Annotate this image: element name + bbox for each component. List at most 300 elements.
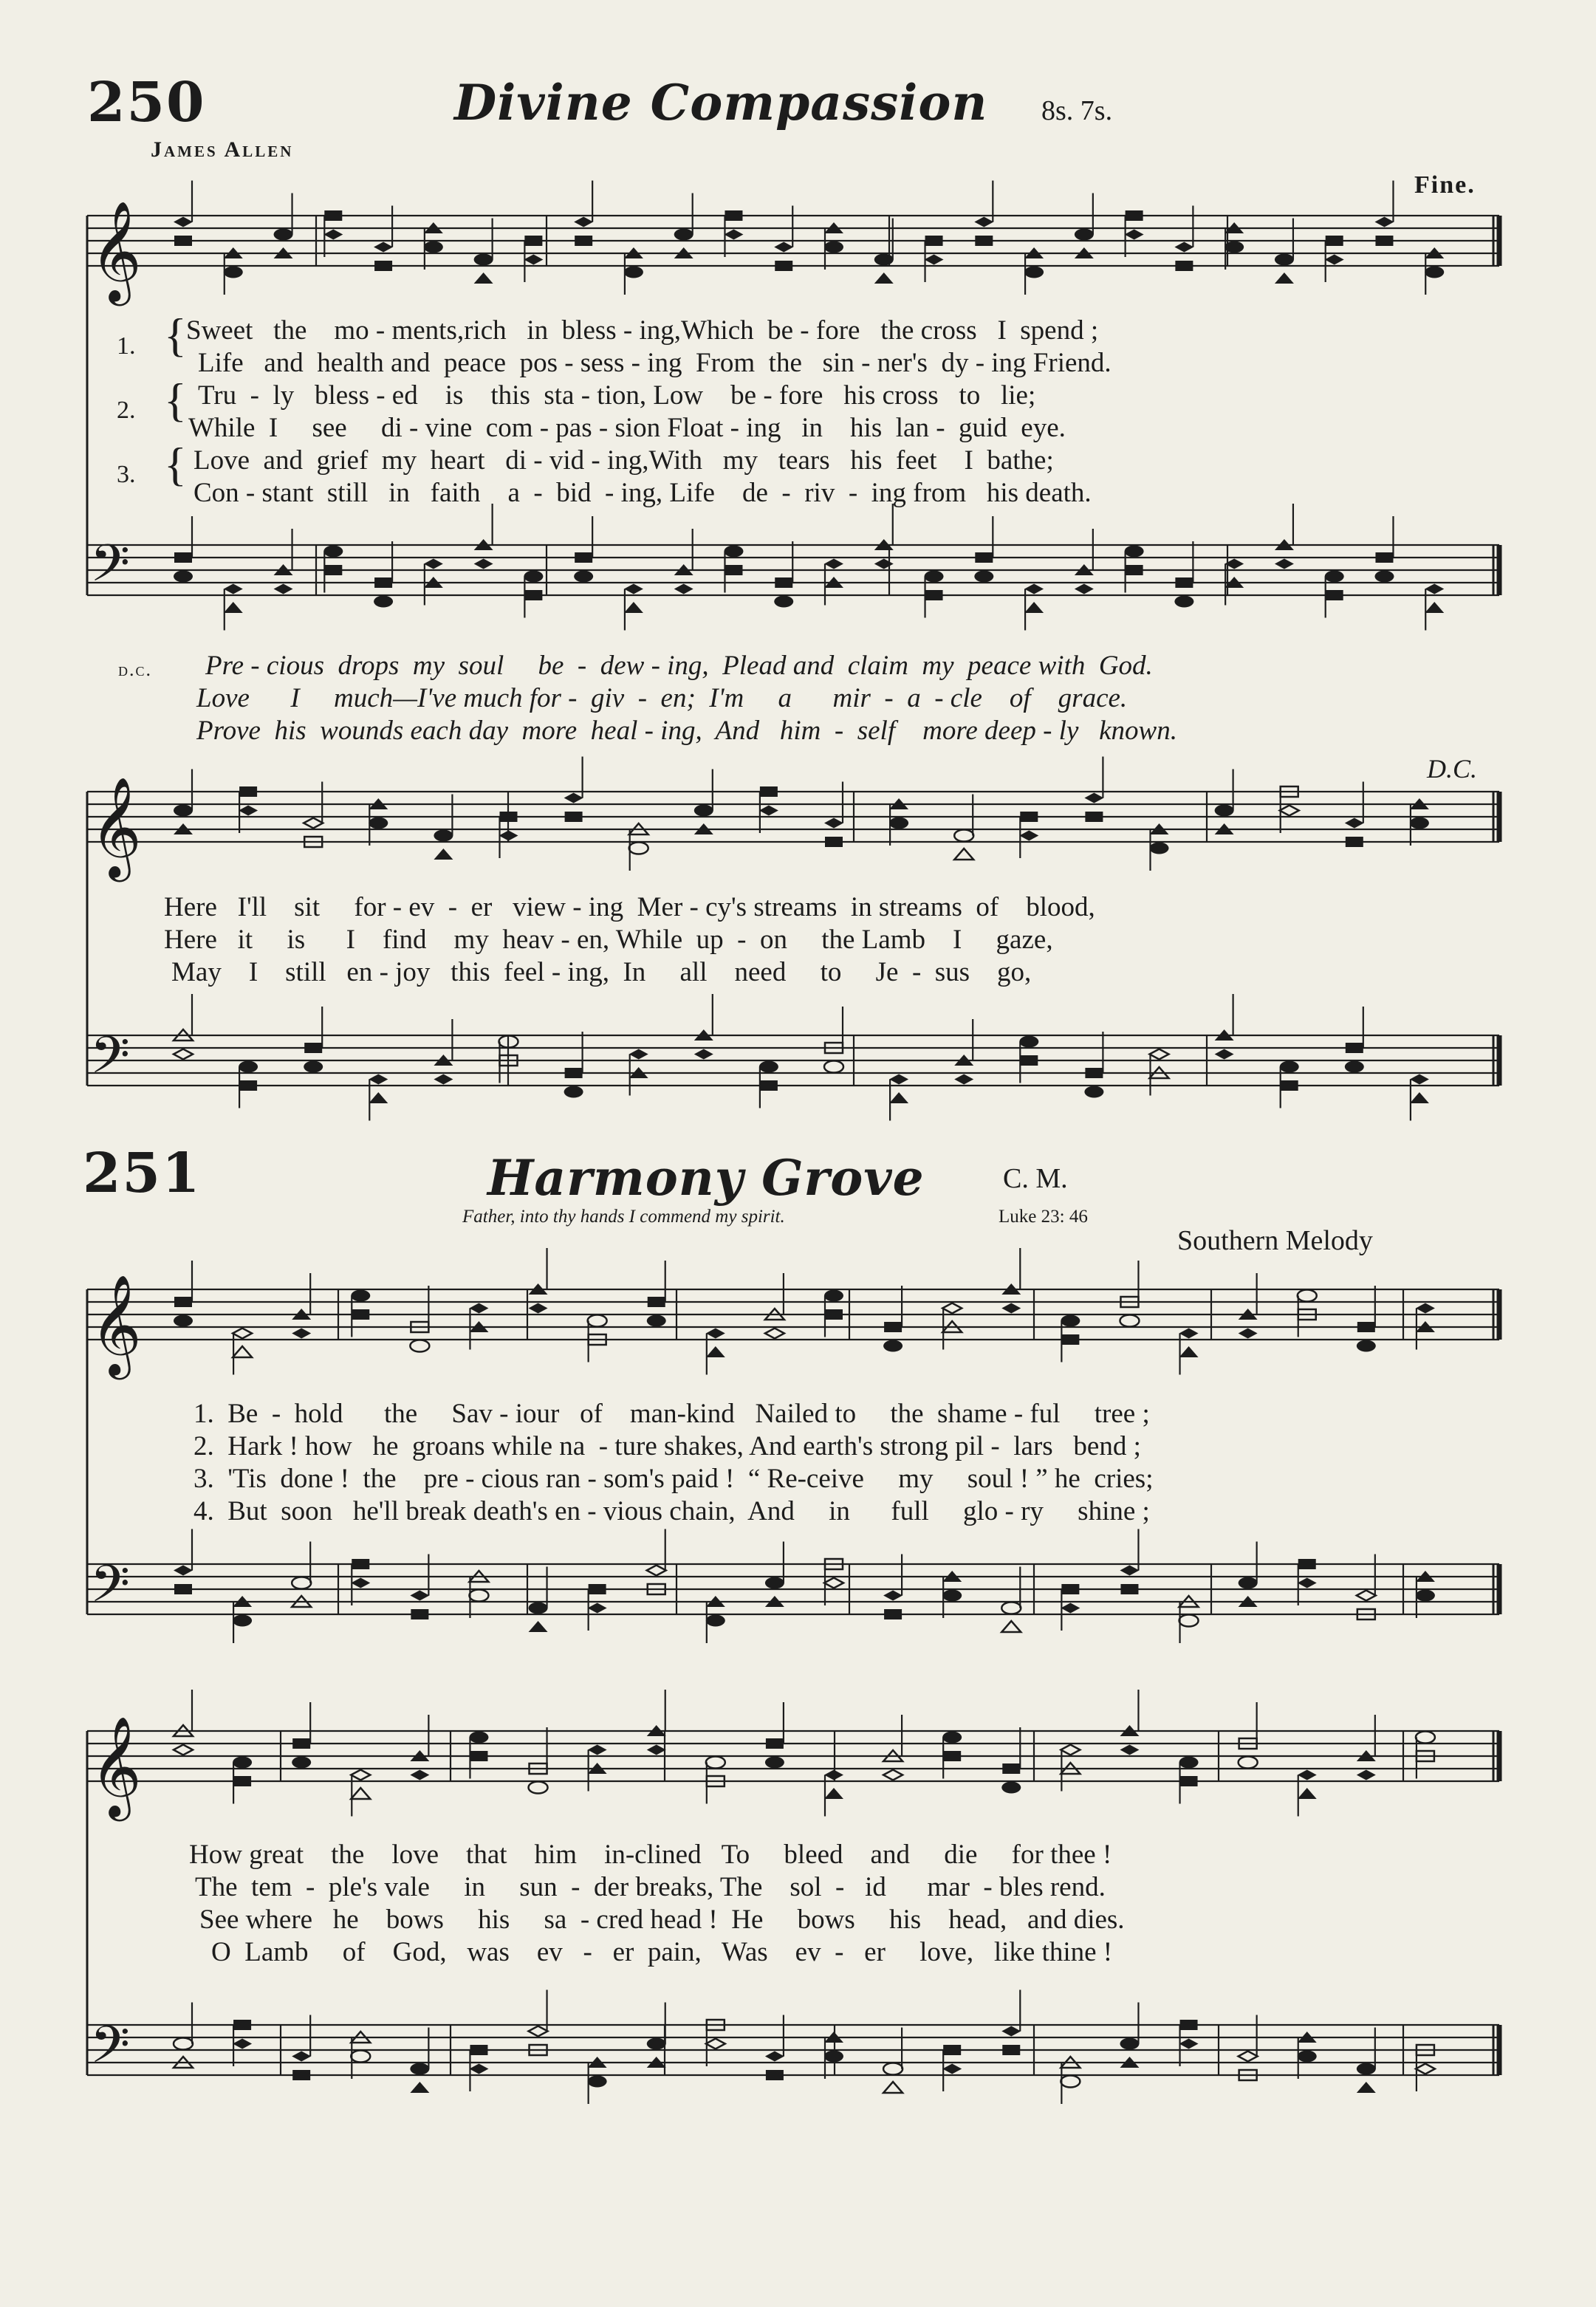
diamond-notehead — [1345, 818, 1364, 829]
diamond-notehead — [351, 1578, 370, 1588]
bass-clef-icon: 𝄢 — [90, 533, 131, 606]
triangle-notehead — [1179, 1346, 1199, 1357]
hymn-number-251: 251 — [83, 1142, 202, 1205]
triangle-notehead — [694, 823, 713, 834]
oval-notehead — [369, 817, 388, 829]
triangle-notehead — [765, 1309, 784, 1320]
lyric-line: Here it is I find my heav - en, While up - on the Lamb I gaze, — [164, 925, 1053, 955]
diamond-notehead — [1061, 1745, 1080, 1755]
hymn-title-250: Divine Compassion — [454, 74, 988, 131]
triangle-notehead — [529, 1621, 548, 1632]
square-notehead — [524, 236, 542, 246]
oval-notehead — [239, 1061, 258, 1073]
oval-notehead — [304, 1061, 323, 1073]
diamond-notehead — [674, 584, 693, 594]
triangle-notehead — [942, 1571, 962, 1582]
triangle-notehead — [874, 272, 894, 284]
oval-notehead — [588, 1315, 607, 1327]
oval-notehead — [351, 1290, 370, 1302]
oval-notehead — [323, 546, 343, 558]
square-notehead — [411, 1609, 428, 1619]
square-notehead — [174, 236, 192, 246]
triangle-notehead — [174, 1725, 193, 1736]
square-notehead — [884, 1609, 902, 1619]
diamond-notehead — [1325, 255, 1344, 265]
lyric-line: Con - stant still in faith a - bid - ing, Life de - riv - ing from his death. — [193, 478, 1092, 508]
scripture-reference: Luke 23: 46 — [999, 1207, 1088, 1227]
triangle-notehead — [224, 602, 243, 613]
square-notehead — [1120, 1584, 1138, 1594]
oval-notehead — [874, 254, 894, 266]
hymn-author-250: James Allen — [151, 137, 294, 162]
square-notehead — [1357, 1322, 1375, 1332]
oval-notehead — [588, 2076, 607, 2088]
triangle-notehead — [174, 823, 193, 834]
verse-label-2: 2. — [117, 397, 136, 424]
square-notehead — [825, 1309, 843, 1320]
oval-notehead — [1061, 2076, 1080, 2088]
oval-notehead — [434, 830, 453, 842]
hymn-title-251: Harmony Grove — [487, 1149, 925, 1207]
square-notehead — [1298, 1559, 1316, 1569]
square-notehead — [825, 1559, 843, 1569]
diamond-notehead — [1280, 806, 1299, 816]
square-notehead — [825, 837, 843, 847]
triangle-notehead — [424, 222, 443, 233]
square-notehead — [1020, 1055, 1038, 1066]
oval-notehead — [1239, 1577, 1258, 1589]
triangle-notehead — [292, 1309, 311, 1320]
square-notehead — [648, 1584, 665, 1594]
square-notehead — [1175, 261, 1193, 271]
triangle-notehead — [1425, 602, 1444, 613]
oval-notehead — [1275, 254, 1294, 266]
triangle-notehead — [1298, 1788, 1317, 1799]
diamond-notehead — [499, 831, 518, 841]
diamond-notehead — [889, 1074, 908, 1085]
diamond-notehead — [174, 1566, 193, 1576]
oval-notehead — [292, 1757, 311, 1769]
oval-notehead — [1374, 571, 1394, 583]
diamond-notehead — [1298, 1770, 1317, 1780]
oval-notehead — [1125, 546, 1144, 558]
diamond-notehead — [1125, 230, 1144, 240]
oval-notehead — [529, 1782, 548, 1794]
oval-notehead — [824, 2051, 843, 2063]
triangle-notehead — [1001, 1283, 1021, 1295]
lyric-line: May I still en - joy this feel - ing, In all need to Je - sus go, — [171, 957, 1032, 987]
diamond-notehead — [694, 1049, 713, 1060]
oval-notehead — [889, 817, 908, 829]
verse-brace: { — [164, 309, 187, 361]
oval-notehead — [954, 830, 973, 842]
square-notehead — [775, 577, 792, 588]
triangle-notehead — [1298, 2032, 1317, 2043]
square-notehead — [352, 1309, 369, 1320]
oval-notehead — [883, 2063, 903, 2075]
oval-notehead — [765, 1757, 784, 1769]
diamond-notehead — [647, 1745, 666, 1755]
diamond-notehead — [1239, 1329, 1258, 1339]
triangle-notehead — [624, 602, 643, 613]
triangle-notehead — [824, 577, 843, 588]
triangle-notehead — [1416, 1571, 1435, 1582]
verse-brace: { — [164, 438, 187, 490]
oval-notehead — [1120, 1315, 1139, 1327]
lyric-line: 2. Hark ! how he groans while na - ture shakes, And earth's strong pil - lars bend ; — [193, 1431, 1141, 1461]
square-notehead — [292, 1738, 310, 1749]
square-notehead — [1417, 1751, 1434, 1761]
triangle-notehead — [629, 1067, 648, 1078]
oval-notehead — [1325, 571, 1344, 583]
triangle-notehead — [1410, 1092, 1429, 1103]
triangle-notehead — [1275, 539, 1294, 550]
square-notehead — [760, 1080, 778, 1091]
diamond-notehead — [434, 1074, 453, 1085]
diamond-notehead — [233, 1329, 252, 1339]
square-notehead — [1375, 552, 1393, 563]
square-notehead — [565, 1068, 583, 1078]
diamond-notehead — [647, 1566, 666, 1576]
square-notehead — [707, 1776, 725, 1786]
diamond-notehead — [942, 1303, 962, 1314]
diamond-notehead — [759, 806, 778, 816]
diamond-notehead — [224, 584, 243, 594]
lyric-line: While I see di - vine com - pas - sion Float - ing in his lan - guid eye. — [188, 413, 1066, 443]
refrain-line: Prove his wounds each day more heal - ing, And him - self more deep - ly known. — [196, 716, 1177, 746]
triangle-notehead — [889, 798, 908, 809]
lyric-line: How great the love that him in-clined To bleed and die for thee ! — [189, 1840, 1112, 1870]
diamond-notehead — [524, 255, 543, 265]
square-notehead — [589, 1584, 606, 1594]
triangle-notehead — [469, 1321, 488, 1332]
triangle-notehead — [424, 577, 443, 588]
square-notehead — [1180, 1776, 1198, 1786]
oval-notehead — [824, 1061, 843, 1073]
square-notehead — [324, 210, 342, 221]
diamond-notehead — [1120, 1745, 1139, 1755]
square-notehead — [1002, 2045, 1020, 2055]
triangle-notehead — [474, 539, 493, 550]
triangle-notehead — [351, 2032, 370, 2043]
oval-notehead — [624, 267, 643, 278]
lyric-line: O Lamb of God, was ev - er pain, Was ev - er love, like thine ! — [211, 1937, 1113, 1967]
triangle-notehead — [434, 1055, 453, 1066]
oval-notehead — [706, 1615, 725, 1627]
square-notehead — [530, 2045, 547, 2055]
triangle-notehead — [469, 1571, 488, 1582]
diamond-notehead — [174, 217, 193, 227]
square-notehead — [524, 590, 542, 600]
oval-notehead — [374, 596, 393, 608]
square-notehead — [1239, 2070, 1257, 2080]
triangle-notehead — [1001, 1621, 1021, 1632]
triangle-notehead — [1061, 1763, 1080, 1774]
oval-notehead — [574, 571, 593, 583]
oval-notehead — [1298, 2051, 1317, 2063]
oval-notehead — [1084, 1086, 1103, 1098]
square-notehead — [925, 236, 943, 246]
oval-notehead — [883, 1340, 903, 1352]
diamond-notehead — [1084, 793, 1103, 803]
diamond-notehead — [1416, 1303, 1435, 1314]
diamond-notehead — [1275, 559, 1294, 569]
triangle-notehead — [274, 247, 293, 258]
triangle-notehead — [883, 1750, 903, 1761]
oval-notehead — [174, 2038, 193, 2050]
oval-notehead — [564, 1086, 583, 1098]
diamond-notehead — [474, 559, 493, 569]
square-notehead — [1085, 1068, 1103, 1078]
triangle-notehead — [529, 1283, 548, 1295]
diamond-notehead — [374, 242, 393, 253]
square-notehead — [1175, 577, 1193, 588]
oval-notehead — [774, 596, 793, 608]
diamond-notehead — [239, 806, 258, 816]
triangle-notehead — [1425, 247, 1444, 258]
triangle-notehead — [1150, 1067, 1169, 1078]
square-notehead — [1239, 1738, 1257, 1749]
oval-notehead — [824, 1290, 843, 1302]
square-notehead — [500, 1055, 518, 1066]
square-notehead — [304, 1043, 322, 1053]
triangle-notehead — [224, 247, 243, 258]
oval-notehead — [1416, 1590, 1435, 1602]
triangle-notehead — [824, 1788, 843, 1799]
triangle-notehead — [1061, 2057, 1080, 2068]
oval-notehead — [942, 1732, 962, 1744]
diamond-notehead — [1298, 1578, 1317, 1588]
lyric-line: Life and health and peace pos - sess - ing From the sin - ner's dy - ing Friend. — [198, 348, 1112, 378]
diamond-notehead — [1374, 217, 1394, 227]
triangle-notehead — [1410, 798, 1429, 809]
triangle-notehead — [369, 798, 388, 809]
square-notehead — [1357, 1609, 1375, 1619]
bass-clef-icon: 𝄢 — [90, 2015, 131, 2087]
diamond-notehead — [824, 1770, 843, 1780]
square-notehead — [1375, 236, 1393, 246]
diamond-notehead — [1357, 1591, 1376, 1601]
oval-notehead — [629, 843, 648, 854]
square-notehead — [565, 812, 583, 822]
diamond-notehead — [765, 2051, 784, 2062]
oval-notehead — [674, 229, 693, 241]
square-notehead — [292, 2070, 310, 2080]
square-notehead — [1281, 1080, 1298, 1091]
diamond-notehead — [1001, 1303, 1021, 1314]
triangle-notehead — [706, 1346, 725, 1357]
diamond-notehead — [874, 559, 894, 569]
oval-notehead — [410, 2063, 429, 2075]
oval-notehead — [1225, 241, 1244, 253]
diamond-notehead — [1024, 584, 1044, 594]
oval-notehead — [1120, 2038, 1139, 2050]
oval-notehead — [1280, 1061, 1299, 1073]
lyric-line: 4. But soon he'll break death's en - vious chain, And in full glo - ry shine ; — [193, 1496, 1150, 1526]
square-notehead — [943, 2045, 961, 2055]
square-notehead — [470, 1751, 487, 1761]
triangle-notehead — [588, 2057, 607, 2068]
triangle-notehead — [410, 1750, 429, 1761]
lyric-line: See where he bows his sa - cred head ! He bows his head, and dies. — [199, 1905, 1125, 1935]
triangle-notehead — [954, 1055, 973, 1066]
triangle-notehead — [1120, 2057, 1139, 2068]
oval-notehead — [1001, 1602, 1021, 1614]
oval-notehead — [1357, 1340, 1376, 1352]
oval-notehead — [292, 1577, 311, 1589]
oval-notehead — [529, 1602, 548, 1614]
square-notehead — [233, 2020, 251, 2030]
diamond-notehead — [883, 1770, 903, 1780]
square-notehead — [239, 1080, 257, 1091]
oval-notehead — [974, 571, 993, 583]
oval-notehead — [1150, 843, 1169, 854]
diamond-notehead — [942, 2064, 962, 2074]
diamond-notehead — [174, 1049, 193, 1060]
triangle-notehead — [233, 1346, 252, 1357]
diamond-notehead — [1174, 242, 1193, 253]
oval-notehead — [724, 546, 743, 558]
diamond-notehead — [774, 242, 793, 253]
square-notehead — [1002, 1763, 1020, 1774]
oval-notehead — [1357, 2063, 1376, 2075]
triangle-notehead — [174, 2057, 193, 2068]
square-notehead — [648, 1297, 665, 1307]
oval-notehead — [224, 267, 243, 278]
oval-notehead — [410, 1340, 429, 1352]
oval-notehead — [424, 241, 443, 253]
square-notehead — [975, 552, 993, 563]
dc-marker: D.C. — [1427, 754, 1478, 784]
diamond-notehead — [883, 1591, 903, 1601]
oval-notehead — [1416, 1732, 1435, 1744]
triangle-notehead — [942, 1321, 962, 1332]
lyric-line: Sweet the mo - ments,rich in bless - ing,Which be - fore the cross I spend ; — [186, 315, 1099, 346]
diamond-notehead — [274, 584, 293, 594]
triangle-notehead — [410, 2082, 429, 2093]
diamond-notehead — [529, 1303, 548, 1314]
oval-notehead — [1075, 229, 1094, 241]
oval-notehead — [351, 2051, 370, 2063]
dc-label: d.c. — [118, 659, 153, 680]
square-notehead — [589, 1334, 606, 1345]
triangle-notehead — [274, 564, 293, 575]
square-notehead — [1346, 837, 1363, 847]
square-notehead — [1020, 812, 1038, 822]
oval-notehead — [1215, 805, 1234, 817]
square-notehead — [411, 1322, 428, 1332]
hymn-epigraph: Father, into thy hands I commend my spirit. — [462, 1207, 785, 1227]
diamond-notehead — [1061, 1603, 1080, 1614]
square-notehead — [530, 1763, 547, 1774]
bass-clef-icon: 𝄢 — [90, 1554, 131, 1626]
lyric-line: 1. Be - hold the Sav - iour of man-kind Nailed to the shame - ful tree ; — [193, 1399, 1150, 1429]
square-notehead — [1326, 236, 1343, 246]
composer: Southern Melody — [1177, 1225, 1373, 1256]
triangle-notehead — [889, 1092, 908, 1103]
lyric-line: Tru - ly bless - ed is this sta - tion, Low be - fore his cross to lie; — [198, 380, 1036, 411]
diamond-notehead — [954, 1074, 973, 1085]
square-notehead — [374, 577, 392, 588]
square-notehead — [1298, 1309, 1316, 1320]
diamond-notehead — [469, 1303, 488, 1314]
square-notehead — [304, 837, 322, 847]
diamond-notehead — [588, 1745, 607, 1755]
triangle-notehead — [674, 247, 693, 258]
diamond-notehead — [1239, 2051, 1258, 2062]
diamond-notehead — [292, 2051, 311, 2062]
diamond-notehead — [629, 1049, 648, 1060]
fine-marker: Fine. — [1414, 171, 1476, 199]
diamond-notehead — [1357, 1770, 1376, 1780]
oval-notehead — [1019, 1036, 1038, 1048]
oval-notehead — [233, 1615, 252, 1627]
square-notehead — [725, 565, 742, 575]
treble-clef-icon: 𝄞 — [90, 775, 142, 877]
refrain-line: Pre - cious drops my soul be - dew - ing, Plead and claim my peace with God. — [205, 651, 1153, 681]
verse-label-3: 3. — [117, 461, 136, 488]
square-notehead — [1346, 1043, 1363, 1053]
square-notehead — [925, 590, 943, 600]
triangle-notehead — [174, 1029, 193, 1041]
triangle-notehead — [883, 2082, 903, 2093]
diamond-notehead — [369, 1074, 388, 1085]
triangle-notehead — [706, 1596, 725, 1607]
diamond-notehead — [351, 1770, 370, 1780]
oval-notehead — [174, 1315, 193, 1327]
diamond-notehead — [1179, 1329, 1199, 1339]
hymn-number-250: 250 — [87, 71, 206, 134]
oval-notehead — [474, 254, 493, 266]
oval-notehead — [647, 1315, 666, 1327]
lyric-line: The tem - ple's vale in sun - der breaks, The sol - id mar - bles rend. — [195, 1872, 1106, 1902]
triangle-notehead — [1215, 1029, 1234, 1041]
square-notehead — [884, 1322, 902, 1332]
diamond-notehead — [304, 818, 323, 829]
oval-notehead — [1298, 1290, 1317, 1302]
square-notehead — [1126, 565, 1143, 575]
oval-notehead — [499, 1036, 518, 1048]
diamond-notehead — [1075, 584, 1094, 594]
triangle-notehead — [1075, 247, 1094, 258]
square-notehead — [500, 812, 518, 822]
triangle-notehead — [1120, 1725, 1139, 1736]
treble-clef-icon: 𝄞 — [90, 1273, 142, 1375]
triangle-notehead — [1225, 577, 1244, 588]
square-notehead — [707, 2020, 725, 2030]
hymn-meter-251: C. M. — [1003, 1163, 1068, 1194]
square-notehead — [1417, 2045, 1434, 2055]
square-notehead — [943, 1751, 961, 1761]
triangle-notehead — [874, 539, 894, 550]
triangle-notehead — [824, 222, 843, 233]
diamond-notehead — [1215, 1049, 1234, 1060]
triangle-notehead — [647, 2057, 666, 2068]
square-notehead — [374, 261, 392, 271]
diamond-notehead — [765, 1329, 784, 1339]
oval-notehead — [174, 571, 193, 583]
diamond-notehead — [1179, 2039, 1199, 2049]
square-notehead — [825, 1043, 843, 1053]
treble-clef-icon: 𝄞 — [90, 1715, 142, 1817]
oval-notehead — [1345, 1061, 1364, 1073]
hymn-meter-250: 8s. 7s. — [1041, 95, 1113, 126]
diamond-notehead — [323, 230, 343, 240]
triangle-notehead — [351, 1788, 370, 1799]
oval-notehead — [1425, 267, 1444, 278]
refrain-line: Love I much—I've much for - giv - en; I'm a mir - a - cle of grace. — [196, 683, 1128, 713]
bass-clef-icon: 𝄢 — [90, 1025, 131, 1097]
